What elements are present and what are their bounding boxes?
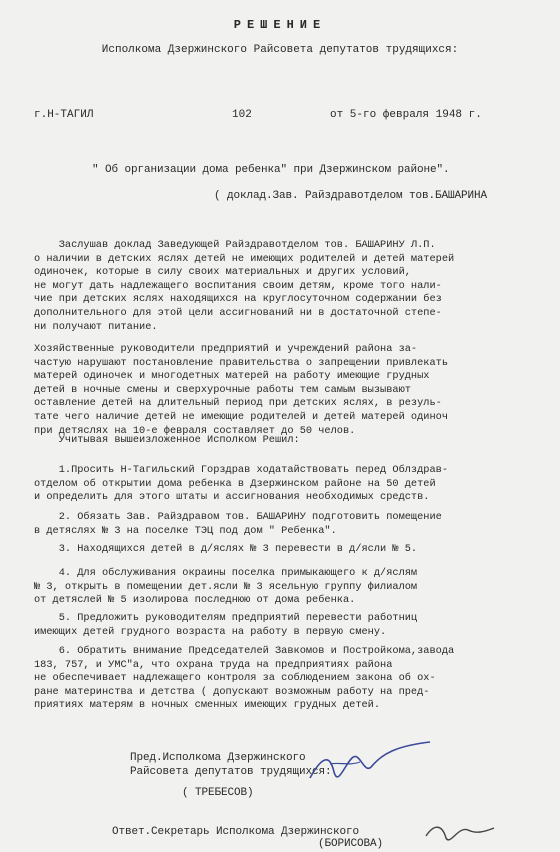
paragraph-line: 5. Предложить руководителям предприятий перевести работниц (34, 612, 418, 624)
paragraph-line: 4. Для обслуживания окраины поселка примыкающего к д/яслям (34, 567, 418, 579)
paragraph-item-6 (34, 645, 534, 713)
paragraph-line: частую нарушают постановление правительства о запрещении привлекать (34, 356, 449, 369)
paragraph-line: чие при детских яслях находящихся на круглосуточном содержании без (34, 293, 442, 306)
paragraph-line: детей в ночные смены и сверхурочные работы тем самым вызывают (34, 383, 411, 396)
paragraph-line: 1.Просить Н-Тагильский Горздрав ходатайствовать перед Облздрав- (34, 464, 449, 476)
paragraph-line: 183, 757, и УМС"а, что охрана труда на предприятиях района (34, 658, 393, 671)
paragraph-line: имеющих детей грудного возраста на работу в первую смену. (34, 625, 387, 638)
paragraph-report (34, 239, 534, 334)
paragraph-line: Заслушав доклад Заведующей Райздравотделом тов. БАШАРИНУ Л.П. (34, 239, 436, 251)
paragraph-violations (34, 343, 534, 438)
paragraph-line: не обеспечивает надлежащего контроля за соблюдением закона об ох- (34, 672, 436, 685)
paragraph-line: ране материнства и детства ( допускают возможным работу на пред- (34, 685, 430, 698)
paragraph-line: от детяслей № 5 изолирова последнюю от дома ребенка. (34, 594, 356, 607)
paragraph-line: Учитывая вышеизложенное Исполком Решил: (34, 434, 300, 446)
paragraph-item-5 (34, 612, 534, 639)
paragraph-line: о наличии в детских яслях детей не имеющих родителей и детей матерей (34, 252, 455, 265)
paragraph-item-2 (34, 511, 534, 538)
city-label: г.Н-ТАГИЛ (34, 109, 94, 121)
paragraph-line: дополнительного для этой цели ассигнований ни в достаточной степе- (34, 306, 442, 319)
paragraph-item-1 (34, 464, 534, 505)
chair-signature (300, 736, 440, 792)
secretary-signature (420, 816, 500, 850)
paragraph-line: 6. Обратить внимание Председателей Завкомов и Постройкома,завода (34, 645, 455, 657)
paragraph-item-4 (34, 567, 534, 608)
paragraph-line: и определить для этого штаты и ассигнования необходимых средств. (34, 491, 430, 504)
paragraph-line: одиночек, которые в силу своих материальных и других условий, (34, 266, 411, 279)
paragraph-line: при детяслях на 10-е февраля составляет до 50 челов. (34, 424, 356, 437)
paragraph-resolved (34, 434, 534, 448)
secretary-title: Ответ.Секретарь Исполкома Дзержинского (112, 826, 360, 838)
chair-title-line1: Пред.Исполкома Дзержинского (130, 752, 306, 764)
paragraph-line: матерей одиночек и многодетных матерей на работу имеющие грудных (34, 370, 430, 383)
subject-title: " Об организации дома ребенка" при Дзержинском районе". (92, 164, 450, 176)
chair-name: ( ТРЕБЕСОВ) (182, 787, 254, 799)
paragraph-line: отделом об открытии дома ребенка в Дзержинском районе на 50 детей (34, 477, 436, 490)
paragraph-line: ни получают питание. (34, 320, 158, 333)
document-title: РЕШЕНИЕ (233, 18, 327, 32)
paragraph-line: 2. Обязать Зав. Райздравом тов. БАШАРИНУ подготовить помещение (34, 511, 442, 523)
paragraph-line: 3. Находящихся детей в д/яслях № 3 перевести в д/ясли № 5. (34, 543, 418, 555)
paragraph-line: Хозяйственные руководители предприятий и учреждений района за- (34, 343, 418, 355)
subject-report: ( доклад.Зав. Райздравотделом тов.БАШАРИНА (214, 190, 488, 202)
paragraph-item-3 (34, 543, 534, 557)
paragraph-line: не могут дать надлежащего воспитания своим детям, кроме того нали- (34, 279, 442, 292)
paragraph-line: № 3, открыть в помещении дет.ясли № 3 ясельную группу филиалом (34, 580, 418, 593)
paragraph-line: оставление детей на длительный период при детских яслях, в резуль- (34, 397, 442, 410)
paragraph-line: тате чего наличие детей не имеющие родителей и детей матерей одиноч (34, 410, 449, 423)
chair-title-line2: Райсовета депутатов трудящихся: (130, 766, 332, 778)
decision-number: 102 (232, 109, 252, 121)
paragraph-line: приятиях матерям в ночных сменных имеющих грудных детей. (34, 699, 381, 712)
document-subtitle: Исполкома Дзержинского Райсовета депутатов трудящихся: (101, 44, 459, 56)
decision-date: от 5-го февраля 1948 г. (330, 109, 482, 121)
secretary-name: (БОРИСОВА) (318, 838, 384, 850)
paragraph-line: в детяслях № 3 на поселке ТЭЦ под дом " Ребенка". (34, 524, 337, 537)
